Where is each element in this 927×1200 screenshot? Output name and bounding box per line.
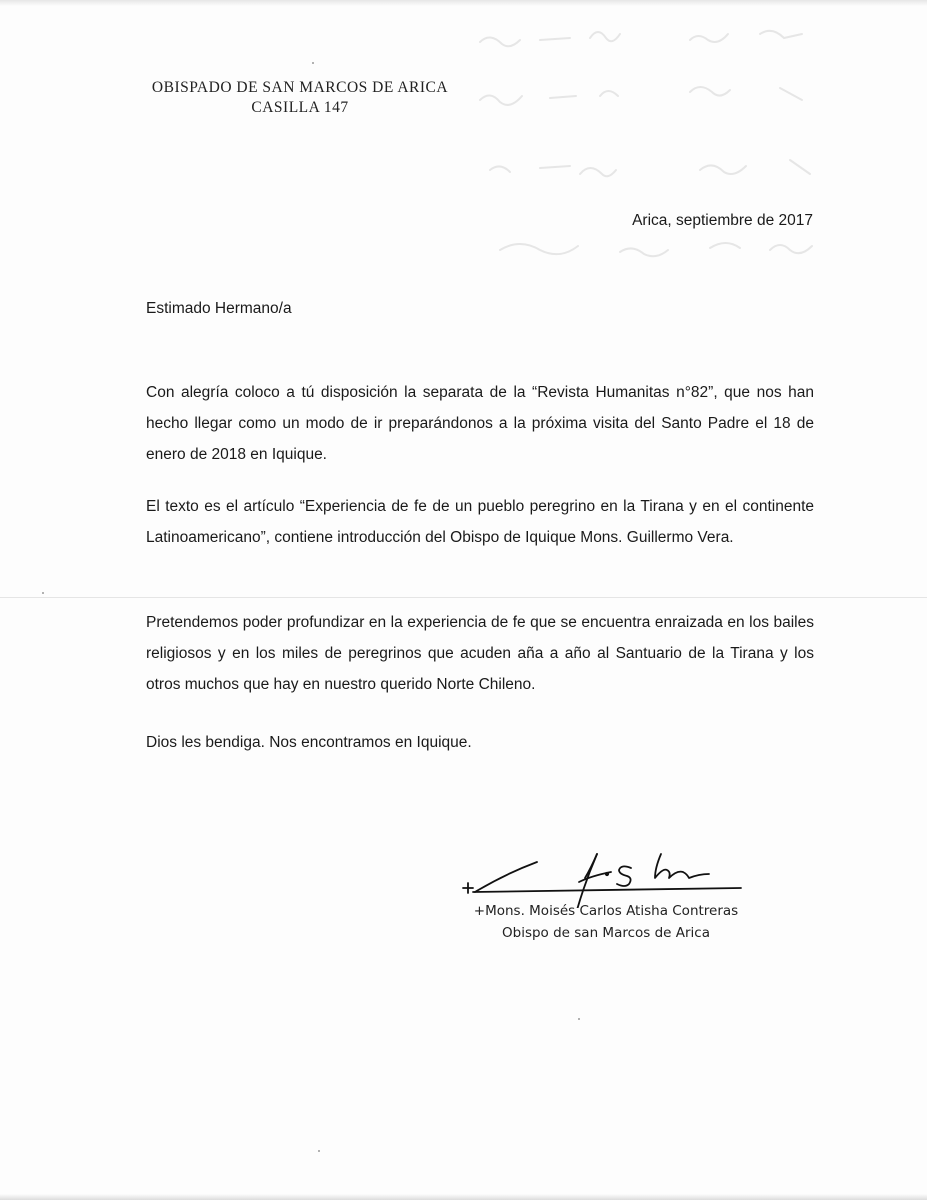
- handwritten-signature: [455, 848, 745, 908]
- scan-speck: [578, 1018, 580, 1020]
- paragraph-4: Dios les bendiga. Nos encontramos en Iquique.: [146, 734, 472, 751]
- letter-date: Arica, septiembre de 2017: [632, 212, 813, 229]
- paragraph-1: Con alegría coloco a tú disposición la separata de la “Revista Humanitas n°82”, que nos han hecho llegar como un modo de ir preparándonos a la próxima visita del Santo Padre el 18 de enero de 2018 en Iquique.: [146, 384, 814, 463]
- paragraph-2: El texto es el artículo “Experiencia de fe de un pueblo peregrino en la Tirana y en el continente Latinoamericano”, contiene introducción del Obispo de Iquique Mons. Guillermo Vera.: [146, 498, 814, 546]
- scan-speck: [312, 62, 314, 64]
- scan-speck: [42, 592, 44, 594]
- letterhead: [100, 78, 500, 118]
- letterhead-address: CASILLA 147: [251, 99, 349, 116]
- paragraph-3: Pretendemos poder profundizar en la experiencia de fe que se encuentra enraizada en los bailes religiosos y en los miles de peregrinos que acuden aña a año al Santuario de la Tirana y los otros muchos que hay en nuestro querido Norte Chileno.: [146, 614, 814, 693]
- scan-speck: [318, 1150, 320, 1152]
- salutation: Estimado Hermano/a: [146, 300, 292, 317]
- signature-block: [436, 900, 776, 944]
- bleed-through-handwriting: [470, 20, 910, 300]
- letterhead-office: OBISPADO DE SAN MARCOS DE ARICA: [151, 79, 449, 96]
- scan-edge-top: [0, 0, 927, 6]
- signatory-title: Obispo de san Marcos de Arica: [502, 925, 710, 941]
- scan-edge-bottom: [0, 1194, 927, 1200]
- signatory-name: +Mons. Moisés Carlos Atisha Contreras: [473, 903, 739, 919]
- scan-fold-line: [0, 597, 927, 598]
